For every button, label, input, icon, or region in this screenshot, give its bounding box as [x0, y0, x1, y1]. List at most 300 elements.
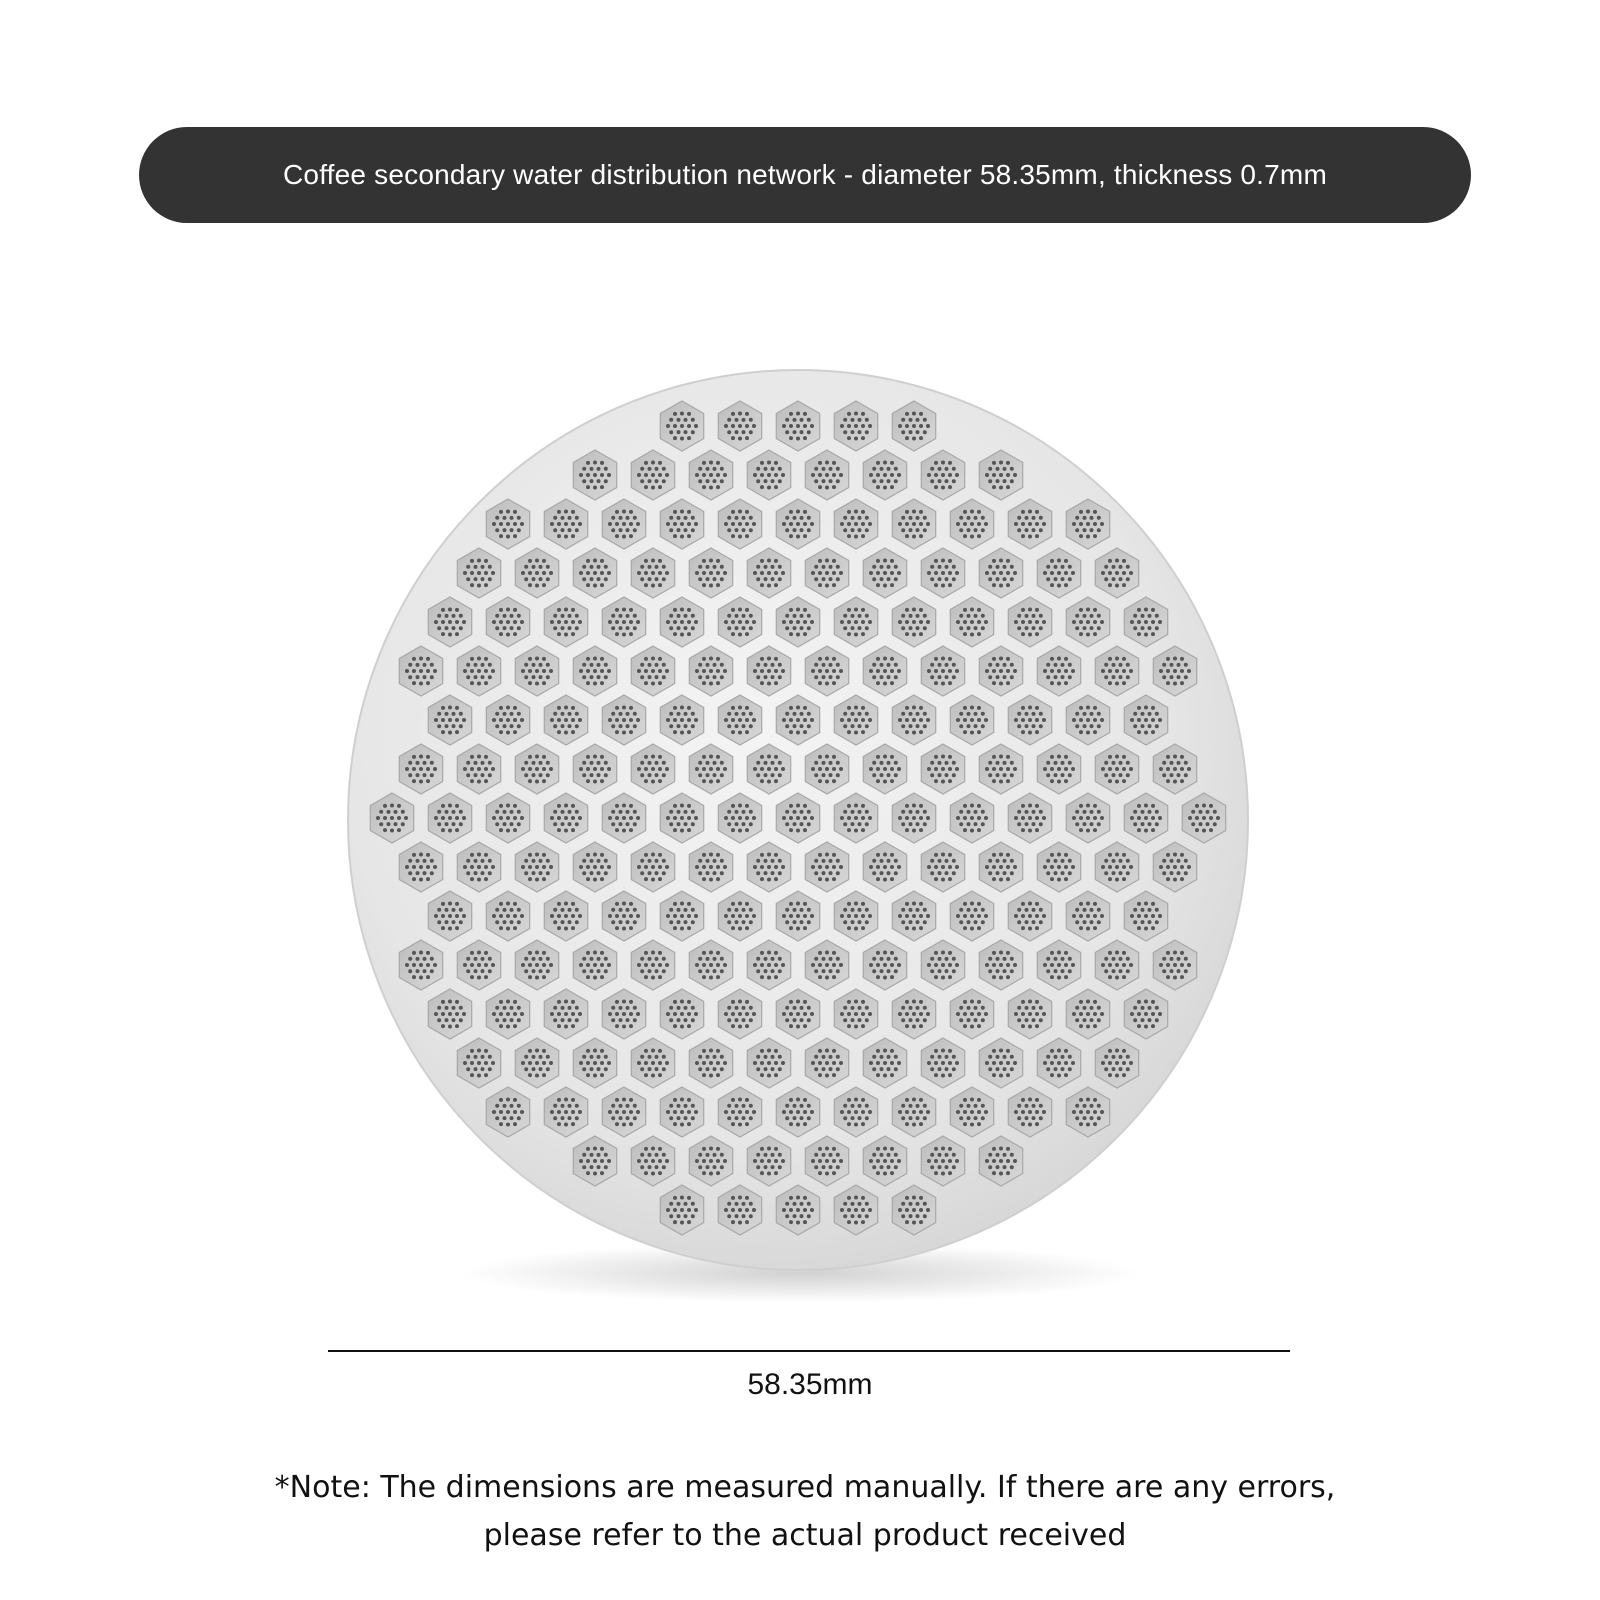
- perforation-hole: [677, 1104, 681, 1108]
- perforation-hole: [619, 724, 623, 728]
- perforation-hole: [1115, 571, 1119, 575]
- perforation-hole: [673, 718, 677, 722]
- perforation-hole: [912, 902, 916, 906]
- perforation-hole: [658, 473, 662, 477]
- perforation-hole: [579, 1061, 583, 1065]
- perforation-hole: [477, 767, 481, 771]
- perforation-hole: [938, 1165, 942, 1169]
- perforation-hole: [742, 908, 746, 912]
- perforation-hole: [1028, 816, 1032, 820]
- perforation-hole: [752, 816, 756, 820]
- perforation-hole: [767, 780, 771, 784]
- perforation-hole: [948, 975, 952, 979]
- perforation-hole: [977, 522, 981, 526]
- perforation-hole: [753, 1159, 757, 1163]
- perforation-hole: [800, 528, 804, 532]
- perforation-hole: [992, 669, 996, 673]
- perforation-hole: [912, 1000, 916, 1004]
- perforation-hole: [459, 626, 463, 630]
- perforation-hole: [517, 908, 521, 912]
- perforation-hole: [499, 804, 503, 808]
- perforation-hole: [934, 853, 938, 857]
- perforation-hole: [520, 522, 524, 526]
- perforation-hole: [517, 724, 521, 728]
- dimension-line: [328, 1350, 1290, 1352]
- perforation-hole: [905, 1196, 909, 1200]
- perforation-hole: [963, 828, 967, 832]
- perforation-hole: [793, 724, 797, 728]
- perforation-hole: [930, 761, 934, 765]
- perforation-hole: [970, 1000, 974, 1004]
- perforation-hole: [807, 1116, 811, 1120]
- perforation-hole: [1162, 761, 1166, 765]
- perforation-hole: [564, 902, 568, 906]
- perforation-hole: [590, 761, 594, 765]
- perforation-hole: [774, 461, 778, 465]
- perforation-hole: [687, 436, 691, 440]
- perforation-hole: [789, 1110, 793, 1114]
- perforation-hole: [626, 1006, 630, 1010]
- perforation-hole: [1042, 914, 1046, 918]
- perforation-hole: [720, 969, 724, 973]
- perforation-hole: [1064, 755, 1068, 759]
- perforation-hole: [970, 1123, 974, 1127]
- perforation-hole: [1083, 626, 1087, 630]
- perforation-hole: [847, 1122, 851, 1126]
- perforation-hole: [423, 663, 427, 667]
- perforation-hole: [1126, 761, 1130, 765]
- perforation-hole: [1075, 908, 1079, 912]
- perforation-hole: [658, 681, 662, 685]
- perforation-hole: [1151, 632, 1155, 636]
- perforation-hole: [738, 535, 742, 539]
- perforation-hole: [615, 926, 619, 930]
- perforation-hole: [905, 1012, 909, 1016]
- perforation-hole: [1158, 1012, 1162, 1016]
- perforation-hole: [727, 516, 731, 520]
- perforation-hole: [1119, 1067, 1123, 1071]
- perforation-hole: [919, 718, 923, 722]
- perforation-hole: [691, 614, 695, 618]
- perforation-hole: [423, 957, 427, 961]
- perforation-hole: [890, 1159, 894, 1163]
- perforation-hole: [506, 1000, 510, 1004]
- perforation-hole: [785, 712, 789, 716]
- perforation-hole: [999, 1074, 1003, 1078]
- perforation-hole: [818, 1073, 822, 1077]
- perforation-hole: [981, 1006, 985, 1010]
- perforation-hole: [916, 1104, 920, 1108]
- perforation-hole: [778, 479, 782, 483]
- perforation-hole: [789, 914, 793, 918]
- perforation-hole: [1064, 853, 1068, 857]
- perforation-hole: [535, 878, 539, 882]
- perforation-hole: [590, 957, 594, 961]
- perforation-hole: [687, 1110, 691, 1114]
- perforation-hole: [477, 571, 481, 575]
- perforation-hole: [604, 479, 608, 483]
- perforation-hole: [593, 461, 597, 465]
- perforation-hole: [767, 559, 771, 563]
- perforation-hole: [564, 706, 568, 710]
- perforation-hole: [520, 1012, 524, 1016]
- perforation-hole: [887, 871, 891, 875]
- perforation-hole: [948, 461, 952, 465]
- perforation-hole: [861, 1024, 865, 1028]
- perforation-hole: [1042, 1012, 1046, 1016]
- perforation-hole: [557, 620, 561, 624]
- perforation-hole: [1068, 773, 1072, 777]
- perforation-hole: [1042, 522, 1046, 526]
- perforation-hole: [727, 810, 731, 814]
- perforation-hole: [756, 479, 760, 483]
- perforation-hole: [767, 571, 771, 575]
- perforation-hole: [1042, 1110, 1046, 1114]
- perforation-hole: [963, 706, 967, 710]
- perforation-hole: [702, 559, 706, 563]
- perforation-hole: [967, 1104, 971, 1108]
- perforation-hole: [1079, 534, 1083, 538]
- perforation-hole: [539, 859, 543, 863]
- perforation-hole: [513, 1012, 517, 1016]
- perforation-hole: [677, 920, 681, 924]
- perforation-hole: [1079, 1012, 1083, 1016]
- perforation-hole: [1035, 1098, 1039, 1102]
- perforation-hole: [405, 767, 409, 771]
- perforation-hole: [648, 675, 652, 679]
- perforation-hole: [709, 767, 713, 771]
- perforation-hole: [999, 976, 1003, 980]
- perforation-hole: [1010, 859, 1014, 863]
- perforation-hole: [702, 767, 706, 771]
- perforation-hole: [1043, 767, 1047, 771]
- perforation-hole: [694, 522, 698, 526]
- perforation-hole: [818, 1171, 822, 1175]
- perforation-hole: [890, 1073, 894, 1077]
- perforation-hole: [521, 767, 525, 771]
- perforation-hole: [796, 718, 800, 722]
- perforation-hole: [872, 663, 876, 667]
- perforation-hole: [963, 1000, 967, 1004]
- perforation-hole: [1064, 559, 1068, 563]
- perforation-hole: [764, 1067, 768, 1071]
- perforation-hole: [861, 534, 865, 538]
- perforation-hole: [495, 528, 499, 532]
- perforation-hole: [658, 877, 662, 881]
- perforation-hole: [876, 963, 880, 967]
- perforation-hole: [593, 951, 597, 955]
- perforation-hole: [1071, 865, 1075, 869]
- perforation-hole: [948, 767, 952, 771]
- perforation-hole: [1057, 767, 1061, 771]
- perforation-hole: [441, 1012, 445, 1016]
- perforation-hole: [1151, 914, 1155, 918]
- perforation-hole: [419, 780, 423, 784]
- perforation-hole: [716, 1073, 720, 1077]
- perforation-hole: [890, 767, 894, 771]
- perforation-hole: [880, 663, 884, 667]
- perforation-hole: [919, 730, 923, 734]
- perforation-hole: [919, 926, 923, 930]
- perforation-hole: [716, 485, 720, 489]
- perforation-hole: [379, 810, 383, 814]
- perforation-hole: [575, 1018, 579, 1022]
- perforation-hole: [1191, 822, 1195, 826]
- perforation-hole: [557, 1122, 561, 1126]
- perforation-hole: [658, 461, 662, 465]
- perforation-hole: [1017, 920, 1021, 924]
- perforation-hole: [796, 1000, 800, 1004]
- perforation-hole: [818, 951, 822, 955]
- perforation-hole: [680, 535, 684, 539]
- perforation-hole: [441, 902, 445, 906]
- perforation-hole: [1155, 712, 1159, 716]
- perforation-hole: [967, 724, 971, 728]
- perforation-hole: [716, 1049, 720, 1053]
- perforation-hole: [546, 577, 550, 581]
- perforation-hole: [640, 773, 644, 777]
- perforation-hole: [793, 614, 797, 618]
- perforation-hole: [919, 816, 923, 820]
- perforation-hole: [901, 920, 905, 924]
- perforation-hole: [651, 584, 655, 588]
- perforation-hole: [941, 461, 945, 465]
- perforation-hole: [1068, 675, 1072, 679]
- perforation-hole: [506, 535, 510, 539]
- perforation-hole: [984, 816, 988, 820]
- perforation-hole: [644, 681, 648, 685]
- perforation-hole: [1170, 969, 1174, 973]
- perforation-hole: [829, 565, 833, 569]
- perforation-hole: [1075, 920, 1079, 924]
- perforation-hole: [441, 608, 445, 612]
- perforation-hole: [1010, 675, 1014, 679]
- perforation-hole: [394, 822, 398, 826]
- perforation-hole: [535, 669, 539, 673]
- perforation-hole: [843, 430, 847, 434]
- perforation-hole: [880, 1055, 884, 1059]
- perforation-hole: [513, 730, 517, 734]
- perforation-hole: [731, 1098, 735, 1102]
- perforation-hole: [539, 1067, 543, 1071]
- perforation-hole: [600, 559, 604, 563]
- perforation-hole: [1021, 522, 1025, 526]
- perforation-hole: [822, 871, 826, 875]
- perforation-hole: [698, 663, 702, 667]
- perforation-hole: [963, 1012, 967, 1016]
- perforation-hole: [412, 853, 416, 857]
- perforation-hole: [1141, 822, 1145, 826]
- perforation-hole: [1071, 571, 1075, 575]
- perforation-hole: [752, 914, 756, 918]
- perforation-hole: [745, 1024, 749, 1028]
- perforation-hole: [959, 1104, 963, 1108]
- perforation-hole: [644, 571, 648, 575]
- perforation-hole: [905, 804, 909, 808]
- perforation-hole: [419, 669, 423, 673]
- perforation-hole: [1097, 810, 1101, 814]
- perforation-hole: [1166, 681, 1170, 685]
- perforation-hole: [822, 1067, 826, 1071]
- perforation-hole: [955, 1159, 959, 1163]
- perforation-hole: [571, 1024, 575, 1028]
- perforation-hole: [869, 963, 873, 967]
- perforation-hole: [887, 467, 891, 471]
- perforation-hole: [622, 1025, 626, 1029]
- perforation-hole: [861, 1012, 865, 1016]
- perforation-hole: [426, 779, 430, 783]
- perforation-hole: [760, 1049, 764, 1053]
- perforation-hole: [811, 571, 815, 575]
- perforation-hole: [883, 571, 887, 575]
- perforation-hole: [818, 963, 822, 967]
- perforation-hole: [658, 559, 662, 563]
- perforation-hole: [709, 878, 713, 882]
- perforation-hole: [829, 675, 833, 679]
- perforation-hole: [1006, 583, 1010, 587]
- perforation-hole: [1028, 804, 1032, 808]
- perforation-hole: [927, 963, 931, 967]
- perforation-hole: [1090, 626, 1094, 630]
- perforation-hole: [738, 522, 742, 526]
- perforation-hole: [1075, 822, 1079, 826]
- perforation-hole: [1054, 859, 1058, 863]
- perforation-hole: [771, 577, 775, 581]
- perforation-hole: [1180, 853, 1184, 857]
- perforation-hole: [938, 1153, 942, 1157]
- perforation-hole: [459, 920, 463, 924]
- perforation-hole: [1180, 681, 1184, 685]
- perforation-hole: [909, 1006, 913, 1010]
- perforation-hole: [416, 871, 420, 875]
- perforation-hole: [956, 816, 960, 820]
- perforation-hole: [876, 559, 880, 563]
- perforation-hole: [912, 1123, 916, 1127]
- perforation-hole: [800, 712, 804, 716]
- perforation-hole: [578, 1110, 582, 1114]
- perforation-hole: [825, 1147, 829, 1151]
- perforation-hole: [492, 718, 496, 722]
- perforation-hole: [832, 461, 836, 465]
- perforation-hole: [749, 1104, 753, 1108]
- perforation-hole: [796, 804, 800, 808]
- perforation-hole: [586, 755, 590, 759]
- perforation-hole: [1050, 657, 1054, 661]
- perforation-hole: [506, 1110, 510, 1114]
- perforation-hole: [811, 669, 815, 673]
- perforation-hole: [778, 1067, 782, 1071]
- perforation-hole: [992, 779, 996, 783]
- perforation-hole: [1006, 755, 1010, 759]
- perforation-hole: [926, 1012, 930, 1016]
- perforation-hole: [579, 473, 583, 477]
- perforation-hole: [760, 877, 764, 881]
- perforation-hole: [673, 1196, 677, 1200]
- perforation-hole: [1083, 822, 1087, 826]
- perforation-hole: [626, 1018, 630, 1022]
- perforation-hole: [575, 712, 579, 716]
- perforation-hole: [996, 957, 1000, 961]
- perforation-hole: [796, 829, 800, 833]
- perforation-hole: [959, 810, 963, 814]
- perforation-hole: [506, 633, 510, 637]
- perforation-hole: [970, 902, 974, 906]
- perforation-hole: [1025, 1104, 1029, 1108]
- perforation-hole: [832, 865, 836, 869]
- perforation-hole: [579, 1159, 583, 1163]
- perforation-hole: [796, 424, 800, 428]
- perforation-hole: [1166, 853, 1170, 857]
- perforation-hole: [1075, 810, 1079, 814]
- perforation-hole: [1104, 577, 1108, 581]
- perforation-hole: [760, 1159, 764, 1163]
- perforation-hole: [988, 467, 992, 471]
- perforation-hole: [887, 1067, 891, 1071]
- perforation-hole: [938, 565, 942, 569]
- perforation-hole: [575, 1116, 579, 1120]
- perforation-hole: [1003, 761, 1007, 765]
- perforation-hole: [549, 571, 553, 575]
- perforation-hole: [767, 1074, 771, 1078]
- perforation-hole: [673, 804, 677, 808]
- perforation-hole: [934, 877, 938, 881]
- perforation-hole: [749, 1018, 753, 1022]
- perforation-hole: [459, 724, 463, 728]
- perforation-hole: [720, 957, 724, 961]
- perforation-hole: [865, 1104, 869, 1108]
- perforation-hole: [648, 859, 652, 863]
- perforation-hole: [822, 969, 826, 973]
- perforation-hole: [550, 914, 554, 918]
- perforation-hole: [1104, 565, 1108, 569]
- perforation-hole: [778, 675, 782, 679]
- perforation-hole: [731, 1110, 735, 1114]
- perforation-hole: [1006, 951, 1010, 955]
- perforation-hole: [597, 479, 601, 483]
- perforation-hole: [923, 712, 927, 716]
- perforation-hole: [851, 810, 855, 814]
- perforation-hole: [539, 675, 543, 679]
- perforation-hole: [495, 810, 499, 814]
- perforation-hole: [796, 633, 800, 637]
- perforation-hole: [738, 412, 742, 416]
- perforation-hole: [691, 626, 695, 630]
- perforation-hole: [720, 773, 724, 777]
- perforation-hole: [1061, 871, 1065, 875]
- perforation-hole: [1068, 1067, 1072, 1071]
- perforation-hole: [789, 902, 793, 906]
- perforation-hole: [684, 724, 688, 728]
- perforation-hole: [861, 926, 865, 930]
- perforation-hole: [894, 565, 898, 569]
- perforation-hole: [840, 816, 844, 820]
- perforation-hole: [673, 1220, 677, 1224]
- perforation-hole: [546, 859, 550, 863]
- perforation-hole: [963, 902, 967, 906]
- perforation-hole: [999, 767, 1003, 771]
- perforation-hole: [868, 914, 872, 918]
- perforation-hole: [1039, 1104, 1043, 1108]
- perforation-hole: [687, 424, 691, 428]
- perforation-hole: [923, 724, 927, 728]
- perforation-hole: [890, 963, 894, 967]
- perforation-hole: [662, 675, 666, 679]
- perforation-hole: [579, 669, 583, 673]
- perforation-hole: [1014, 522, 1018, 526]
- perforation-hole: [945, 1067, 949, 1071]
- perforation-hole: [738, 902, 742, 906]
- perforation-hole: [839, 767, 843, 771]
